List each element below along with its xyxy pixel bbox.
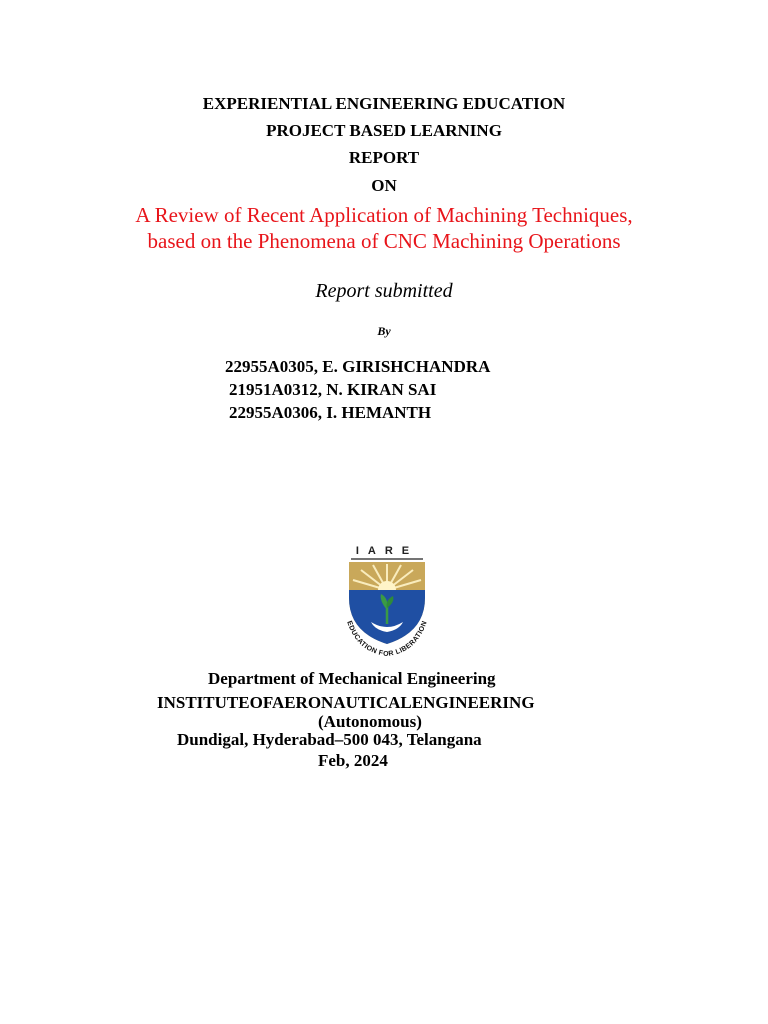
autonomous-status: (Autonomous)	[318, 712, 422, 731]
department-name: Department of Mechanical Engineering	[208, 669, 496, 688]
by-label: By	[377, 324, 391, 338]
header-line-1: EXPERIENTIAL ENGINEERING EDUCATION	[202, 94, 566, 113]
student-1: 22955A0305, E. GIRISHCHANDRA	[225, 357, 491, 376]
institute-address: Dundigal, Hyderabad–500 043, Telangana	[177, 730, 482, 749]
logo-acronym-text: IARE	[355, 545, 419, 557]
header-line-2: PROJECT BASED LEARNING	[266, 121, 502, 140]
institute-name: INSTITUTEOFAERONAUTICALENGINEERING	[157, 693, 535, 712]
header-line-4: ON	[371, 176, 397, 195]
report-title-line-1: A Review of Recent Application of Machining Techniques,	[135, 203, 633, 227]
student-3: 22955A0306, I. HEMANTH	[229, 403, 432, 422]
report-title-line-2: based on the Phenomena of CNC Machining Operations	[147, 229, 621, 253]
header-line-3: REPORT	[348, 148, 420, 167]
report-date: Feb, 2024	[318, 751, 388, 770]
student-2: 21951A0312, N. KIRAN SAI	[229, 380, 437, 399]
iare-logo-graphic	[333, 540, 441, 660]
iare-logo	[333, 540, 441, 660]
logo-motto-text: EDUCATION FOR LIBERATION	[345, 620, 429, 659]
report-submitted-label: Report submitted	[315, 280, 453, 302]
